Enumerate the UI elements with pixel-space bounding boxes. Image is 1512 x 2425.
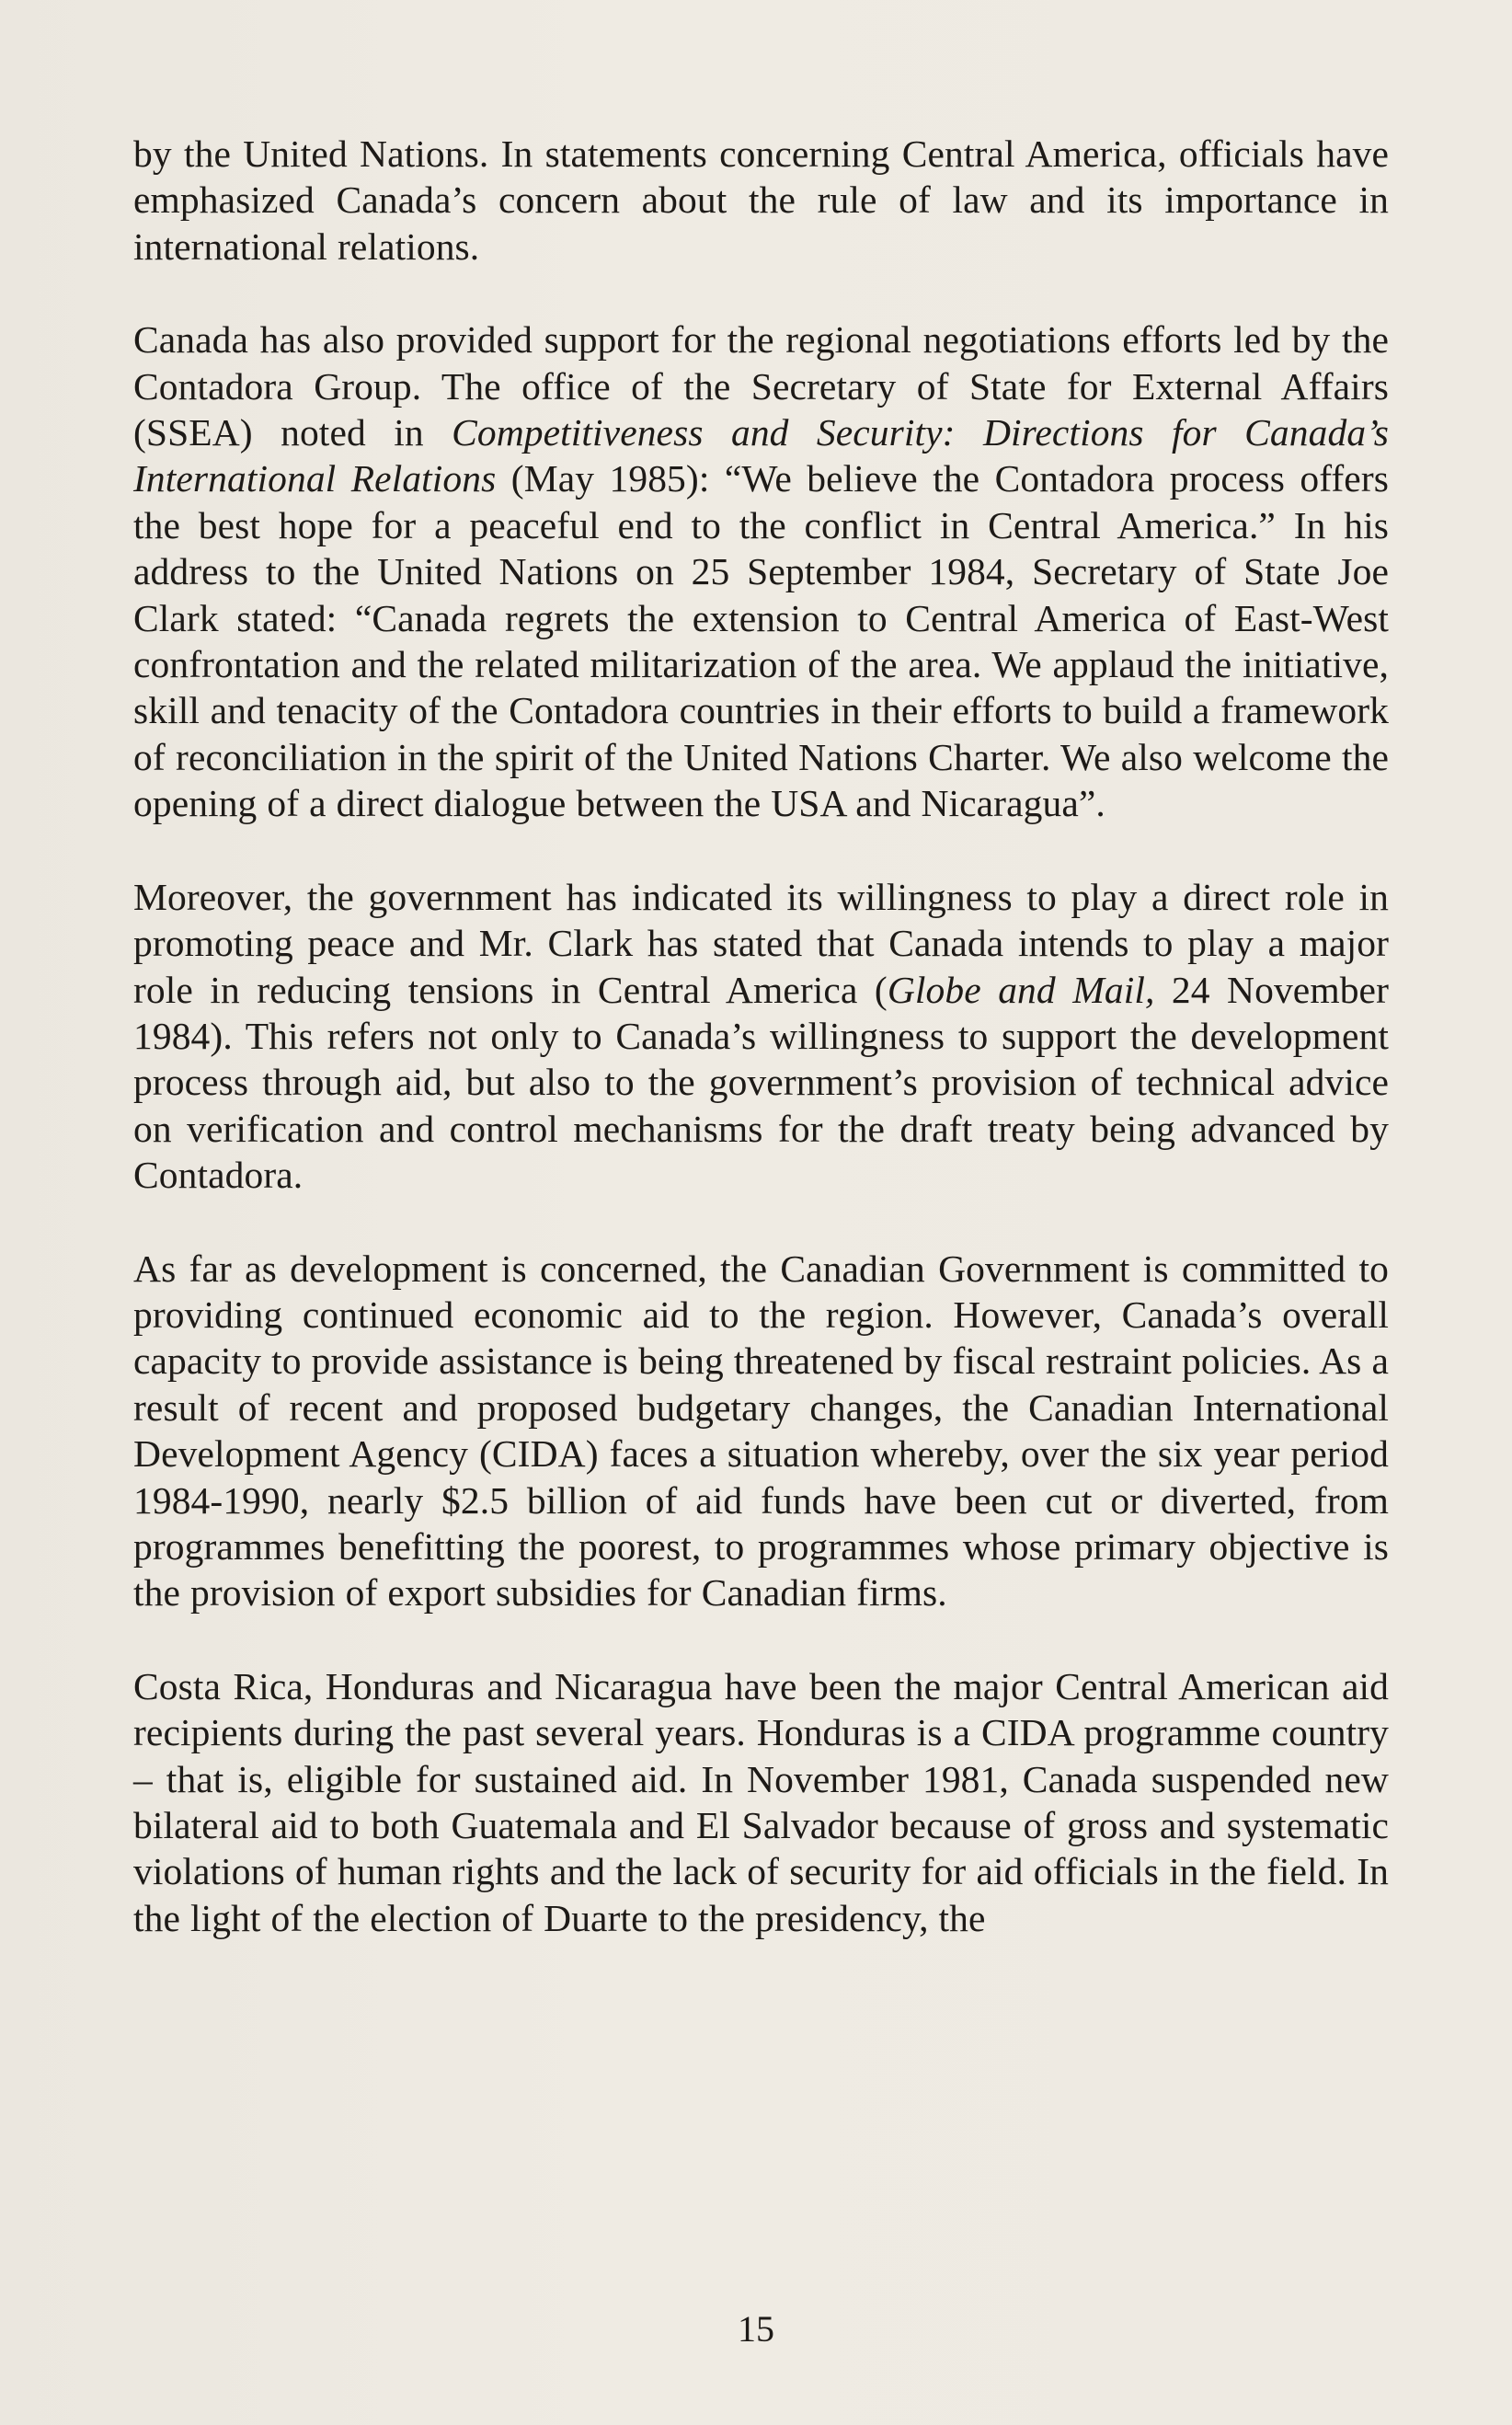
publication-title-competitiveness: Competitiveness and Security: Directions for Canada’s International Relations	[133, 411, 1390, 500]
paragraph-1-text: by the United Nations. In statements concerning Central America, officials have emphasized Canada’s concern about the rule of law and its importance in international relations.	[133, 132, 1389, 268]
paragraph-4	[133, 1246, 1389, 1616]
paragraph-2	[133, 316, 1389, 826]
paragraph-3-text-a: Moreover, the government has indicated its willingness to play a direct role in promoting peace and Mr. Clark has stated that Canada intends to play a major role in reducing tensions in Central America (	[133, 875, 1389, 1011]
publication-title-globe-and-mail: Globe and Mail,	[887, 968, 1155, 1011]
body-text	[133, 131, 1389, 1941]
paragraph-3	[133, 874, 1389, 1199]
page-number: 15	[738, 2308, 774, 2350]
paragraph-5	[133, 1663, 1389, 1941]
paragraph-4-text: As far as development is concerned, the Canadian Government is committed to providing continued economic aid to the region. However, Canada’s overall capacity to provide assistance is being threatened by fiscal restraint policies. As a result of recent and proposed budgetary changes, the Canadian International Development Agency (CIDA) faces a situation whereby, over the six year period 1984-1990, nearly $2.5 billion of aid funds have been cut or diverted, from programmes benefitting the poorest, to programmes whose primary objective is the provision of export subsidies for Canadian firms.	[133, 1247, 1389, 1615]
paragraph-3-text-b: 24 November 1984). This refers not only to Canada’s willingness to support the development process through aid, but also to the government’s provision of technical advice on verification and control mechanisms for the draft treaty being advanced by Contadora.	[133, 968, 1389, 1197]
paragraph-2-text-b: (May 1985): “We believe the Contadora process offers the best hope for a peaceful end to the conflict in Central America.” In his address to the United Nations on 25 September 1984, Secretary of State Joe Clark stated: “Canada regrets the extension to Central America of East-West confrontation and the related militarization of the area. We applaud the initiative, skill and tenacity of the Contadora countries in their efforts to build a framework of reconciliation in the spirit of the United Nations Charter. We also welcome the opening of a direct dialogue between the USA and Nicaragua”.	[133, 457, 1389, 825]
paragraph-1	[133, 131, 1389, 270]
paragraph-5-text: Costa Rica, Honduras and Nicaragua have been the major Central American aid recipients during the past several years. Honduras is a CIDA programme country – that is, eligible for sustained aid. In November 1981, Canada suspended new bilateral aid to both Guatemala and El Salvador because of gross and systematic violations of human rights and the lack of security for aid officials in the field. In the light of the election of Duarte to the presidency, the	[133, 1664, 1389, 1939]
paragraph-2-text-a: Canada has also provided support for the regional negotiations efforts led by the Contadora Group. The office of the Secretary of State for External Affairs (SSEA) noted in	[133, 318, 1389, 454]
